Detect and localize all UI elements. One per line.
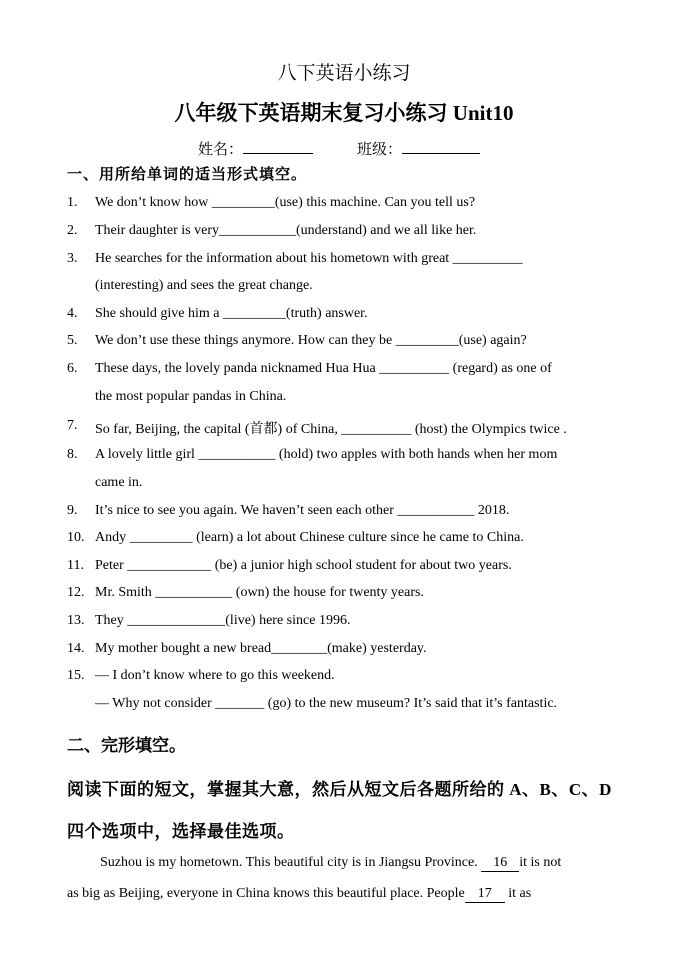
question-text: We don’t know how _________(use) this machine. Can you tell us? bbox=[95, 195, 476, 210]
question-text: A lovely little girl ___________ (hold) two apples with both hands when her mom bbox=[95, 447, 558, 462]
question-text: — I don’t know where to go this weekend. bbox=[95, 668, 335, 683]
section1-title: 一、用所给单词的适当形式填空。 bbox=[67, 167, 308, 183]
passage-line bbox=[67, 886, 531, 903]
section2-title: 二、完形填空。 bbox=[67, 736, 186, 755]
question-text-continued: the most popular pandas in China. bbox=[95, 389, 287, 404]
question-number: 13. bbox=[67, 613, 85, 628]
name-field bbox=[198, 138, 313, 159]
question-number: 11. bbox=[67, 558, 84, 573]
question-number: 9. bbox=[67, 503, 78, 518]
question-text: She should give him a _________(truth) answer. bbox=[95, 306, 368, 321]
passage-text: as big as Beijing, everyone in China knows this beautiful place. People bbox=[67, 886, 465, 901]
name-blank bbox=[243, 139, 313, 154]
worksheet-subtitle: 八年级下英语期末复习小练习 Unit10 bbox=[174, 101, 514, 125]
question-text-continued: — Why not consider _______ (go) to the new museum? It’s said that it’s fantastic. bbox=[95, 696, 558, 711]
question-number: 3. bbox=[67, 251, 78, 266]
question-text: Peter ____________ (be) a junior high school student for about two years. bbox=[95, 558, 512, 573]
question-text: So far, Beijing, the capital (首都) of China, __________ (host) the Olympics twice . bbox=[95, 422, 567, 437]
question-text-continued: (interesting) and sees the great change. bbox=[95, 278, 313, 293]
question-number: 2. bbox=[67, 223, 78, 238]
passage-text: it is not bbox=[519, 855, 562, 870]
passage-line bbox=[100, 855, 561, 872]
question-text: These days, the lovely panda nicknamed Hua Hua __________ (regard) as one of bbox=[95, 361, 552, 376]
question-number: 15. bbox=[67, 668, 85, 683]
question-number: 10. bbox=[67, 530, 85, 545]
question-number: 1. bbox=[67, 195, 78, 210]
class-field bbox=[357, 138, 480, 159]
passage-text: Suzhou is my hometown. This beautiful city is in Jiangsu Province. bbox=[100, 855, 478, 870]
question-number: 7. bbox=[67, 418, 78, 433]
blank-17: 17 bbox=[465, 886, 505, 903]
blank-16: 16 bbox=[481, 855, 519, 872]
question-number: 6. bbox=[67, 361, 78, 376]
question-text: We don’t use these things anymore. How can they be _________(use) again? bbox=[95, 333, 527, 348]
instruction-line: 阅读下面的短文，掌握其大意，然后从短文后各题所给的 A、B、C、D bbox=[67, 780, 612, 799]
passage-text: it as bbox=[508, 886, 532, 901]
question-number: 4. bbox=[67, 306, 78, 321]
question-text: Andy _________ (learn) a lot about Chinese culture since he came to China. bbox=[95, 530, 524, 545]
page-title: 八下英语小练习 bbox=[277, 63, 411, 84]
question-text: He searches for the information about his hometown with great __________ bbox=[95, 251, 523, 266]
question-text: My mother bought a new bread________(make) yesterday. bbox=[95, 641, 427, 656]
question-text: They ______________(live) here since 1996. bbox=[95, 613, 351, 628]
instruction-line: 四个选项中，选择最佳选项。 bbox=[67, 822, 295, 841]
question-text: Their daughter is very___________(understand) and we all like her. bbox=[95, 223, 477, 238]
class-label: 班级： bbox=[357, 142, 403, 158]
question-text: Mr. Smith ___________ (own) the house for twenty years. bbox=[95, 585, 424, 600]
question-number: 5. bbox=[67, 333, 78, 348]
question-text-continued: came in. bbox=[95, 475, 143, 490]
class-blank bbox=[402, 139, 480, 154]
question-number: 12. bbox=[67, 585, 85, 600]
question-number: 8. bbox=[67, 447, 78, 462]
name-label: 姓名： bbox=[198, 142, 244, 158]
question-number: 14. bbox=[67, 641, 85, 656]
question-text: It’s nice to see you again. We haven’t seen each other ___________ 2018. bbox=[95, 503, 510, 518]
